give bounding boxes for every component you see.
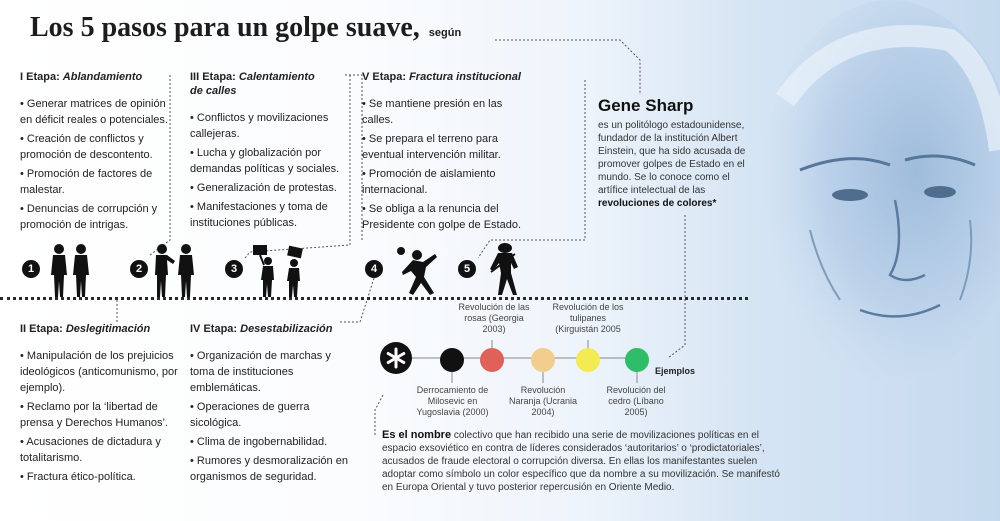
stage-5-heading: V Etapa: Fractura institucional	[362, 71, 521, 83]
revolution-circle-milosevic	[440, 348, 464, 372]
stage-5	[362, 70, 532, 236]
stage-2-heading: II Etapa: Deslegitimación	[20, 323, 151, 335]
stage-1-heading: I Etapa: Ablandamiento	[20, 71, 143, 83]
stage-4-item: • Organización de marchas y toma de instituciones emblemáticas.	[190, 348, 350, 396]
stage-5-item: • Promoción de aislamiento internacional.	[362, 166, 532, 198]
revolution-circle-tulipanes	[576, 348, 600, 372]
stage-3	[190, 70, 350, 234]
step-badge-4: 4	[365, 260, 383, 278]
protesters-icon	[250, 245, 310, 297]
gene-sharp-text: es un politólogo estadounidense, fundador de la institución Albert Einstein, que ha sido acusada de promover golpes de Estado en el mundo. Se lo conoce como el artífice intelectual de las	[598, 120, 746, 196]
stage-2	[20, 322, 180, 488]
stage-4-heading: IV Etapa: Desestabilización	[190, 323, 333, 335]
stage-5-item: • Se mantiene presión en las calles.	[362, 96, 532, 128]
stage-1	[20, 70, 180, 236]
stage-3-item: • Generalización de protestas.	[190, 180, 350, 196]
definition-text: colectivo que han recibido una serie de movilizaciones políticas en el espacio exsoviético en contra de líderes considerados ‘autoritarios’ o ‘prodictatoriales’, acusados de fraude electoral o corrupción diversa. En ellas los manifestantes suelen adoptar como símbolo un color específico que da nombre a su movilización. Se manifestó en Europa Oriental y tuvo posterior repercusión en Oriente Medio.	[382, 430, 780, 493]
soldier-icon	[485, 242, 525, 297]
stage-4-item: • Rumores y desmoralización en organismos de seguridad.	[190, 453, 350, 485]
title-main: Los 5 pasos para un golpe suave,	[30, 12, 420, 43]
colour-revolutions-definition	[382, 429, 782, 494]
gene-sharp-name: Gene Sharp	[598, 96, 694, 115]
stage-1-item: • Generar matrices de opinión en déficit reales o potenciales.	[20, 96, 180, 128]
step-badge-5: 5	[458, 260, 476, 278]
step-badge-1: 1	[22, 260, 40, 278]
stage-4-item: • Operaciones de guerra sicológica.	[190, 399, 350, 431]
revolution-label-naranja: Revolución Naranja (Ucrania 2004)	[508, 385, 578, 417]
stage-2-item: • Reclamo por la ‘libertad de prensa y Derechos Humanos’.	[20, 399, 180, 431]
examples-label: Ejemplos	[655, 366, 696, 376]
step-badge-2: 2	[130, 260, 148, 278]
revolution-circle-cedro	[625, 348, 649, 372]
stage-2-item: • Acusaciones de dictadura y totalitarismo.	[20, 434, 180, 466]
revolution-label-cedro: Revolución del cedro (Líbano 2005)	[606, 385, 666, 417]
stage-5-item: • Se obliga a la renuncia del Presidente con golpe de Estado.	[362, 201, 532, 233]
title-suffix: según	[428, 27, 462, 39]
stage-2-item: • Fractura ético-política.	[20, 469, 180, 485]
stage-1-item: • Denuncias de corrupción y promoción de intrigas.	[20, 201, 180, 233]
revolution-label-rosas: Revolución de las rosas (Georgia 2003)	[458, 302, 530, 334]
stage-4-item: • Clima de ingobernabilidad.	[190, 434, 350, 450]
stage-3-item: • Manifestaciones y toma de instituciones públicas.	[190, 199, 350, 231]
gene-sharp-highlight: revoluciones de colores*	[598, 198, 717, 209]
stage-1-item: • Promoción de factores de malestar.	[20, 166, 180, 198]
stage-3-heading: III Etapa: Calentamiento de calles	[190, 71, 315, 97]
timeline-divider	[0, 297, 748, 300]
step-badge-3: 3	[225, 260, 243, 278]
revolution-circle-rosas	[480, 348, 504, 372]
definition-lead: Es el nombre	[382, 429, 452, 441]
stage-3-item: • Conflictos y movilizaciones callejeras.	[190, 110, 350, 142]
revolution-label-tulipanes: Revolución de los tulipanes (Kirguistán 2005	[552, 302, 624, 334]
revolution-label-milosevic: Derrocamiento de Milosevic en Yugoslavia (2000)	[416, 385, 489, 417]
stage-2-item: • Manipulación de los prejuicios ideológicos (anticomunismo, por ejemplo).	[20, 348, 180, 396]
thrower-icon	[393, 245, 443, 297]
stage-5-item: • Se prepara el terreno para eventual intervención militar.	[362, 131, 532, 163]
stage-1-item: • Creación de conflictos y promoción de descontento.	[20, 131, 180, 163]
two-people-icon	[45, 242, 95, 297]
revolution-circle-naranja	[531, 348, 555, 372]
asterisk-badge-icon	[380, 342, 412, 374]
stage-4	[190, 322, 350, 488]
interview-people-icon	[150, 242, 200, 297]
gene-sharp-description	[598, 119, 748, 210]
stage-3-item: • Lucha y globalización por demandas políticas y sociales.	[190, 145, 350, 177]
